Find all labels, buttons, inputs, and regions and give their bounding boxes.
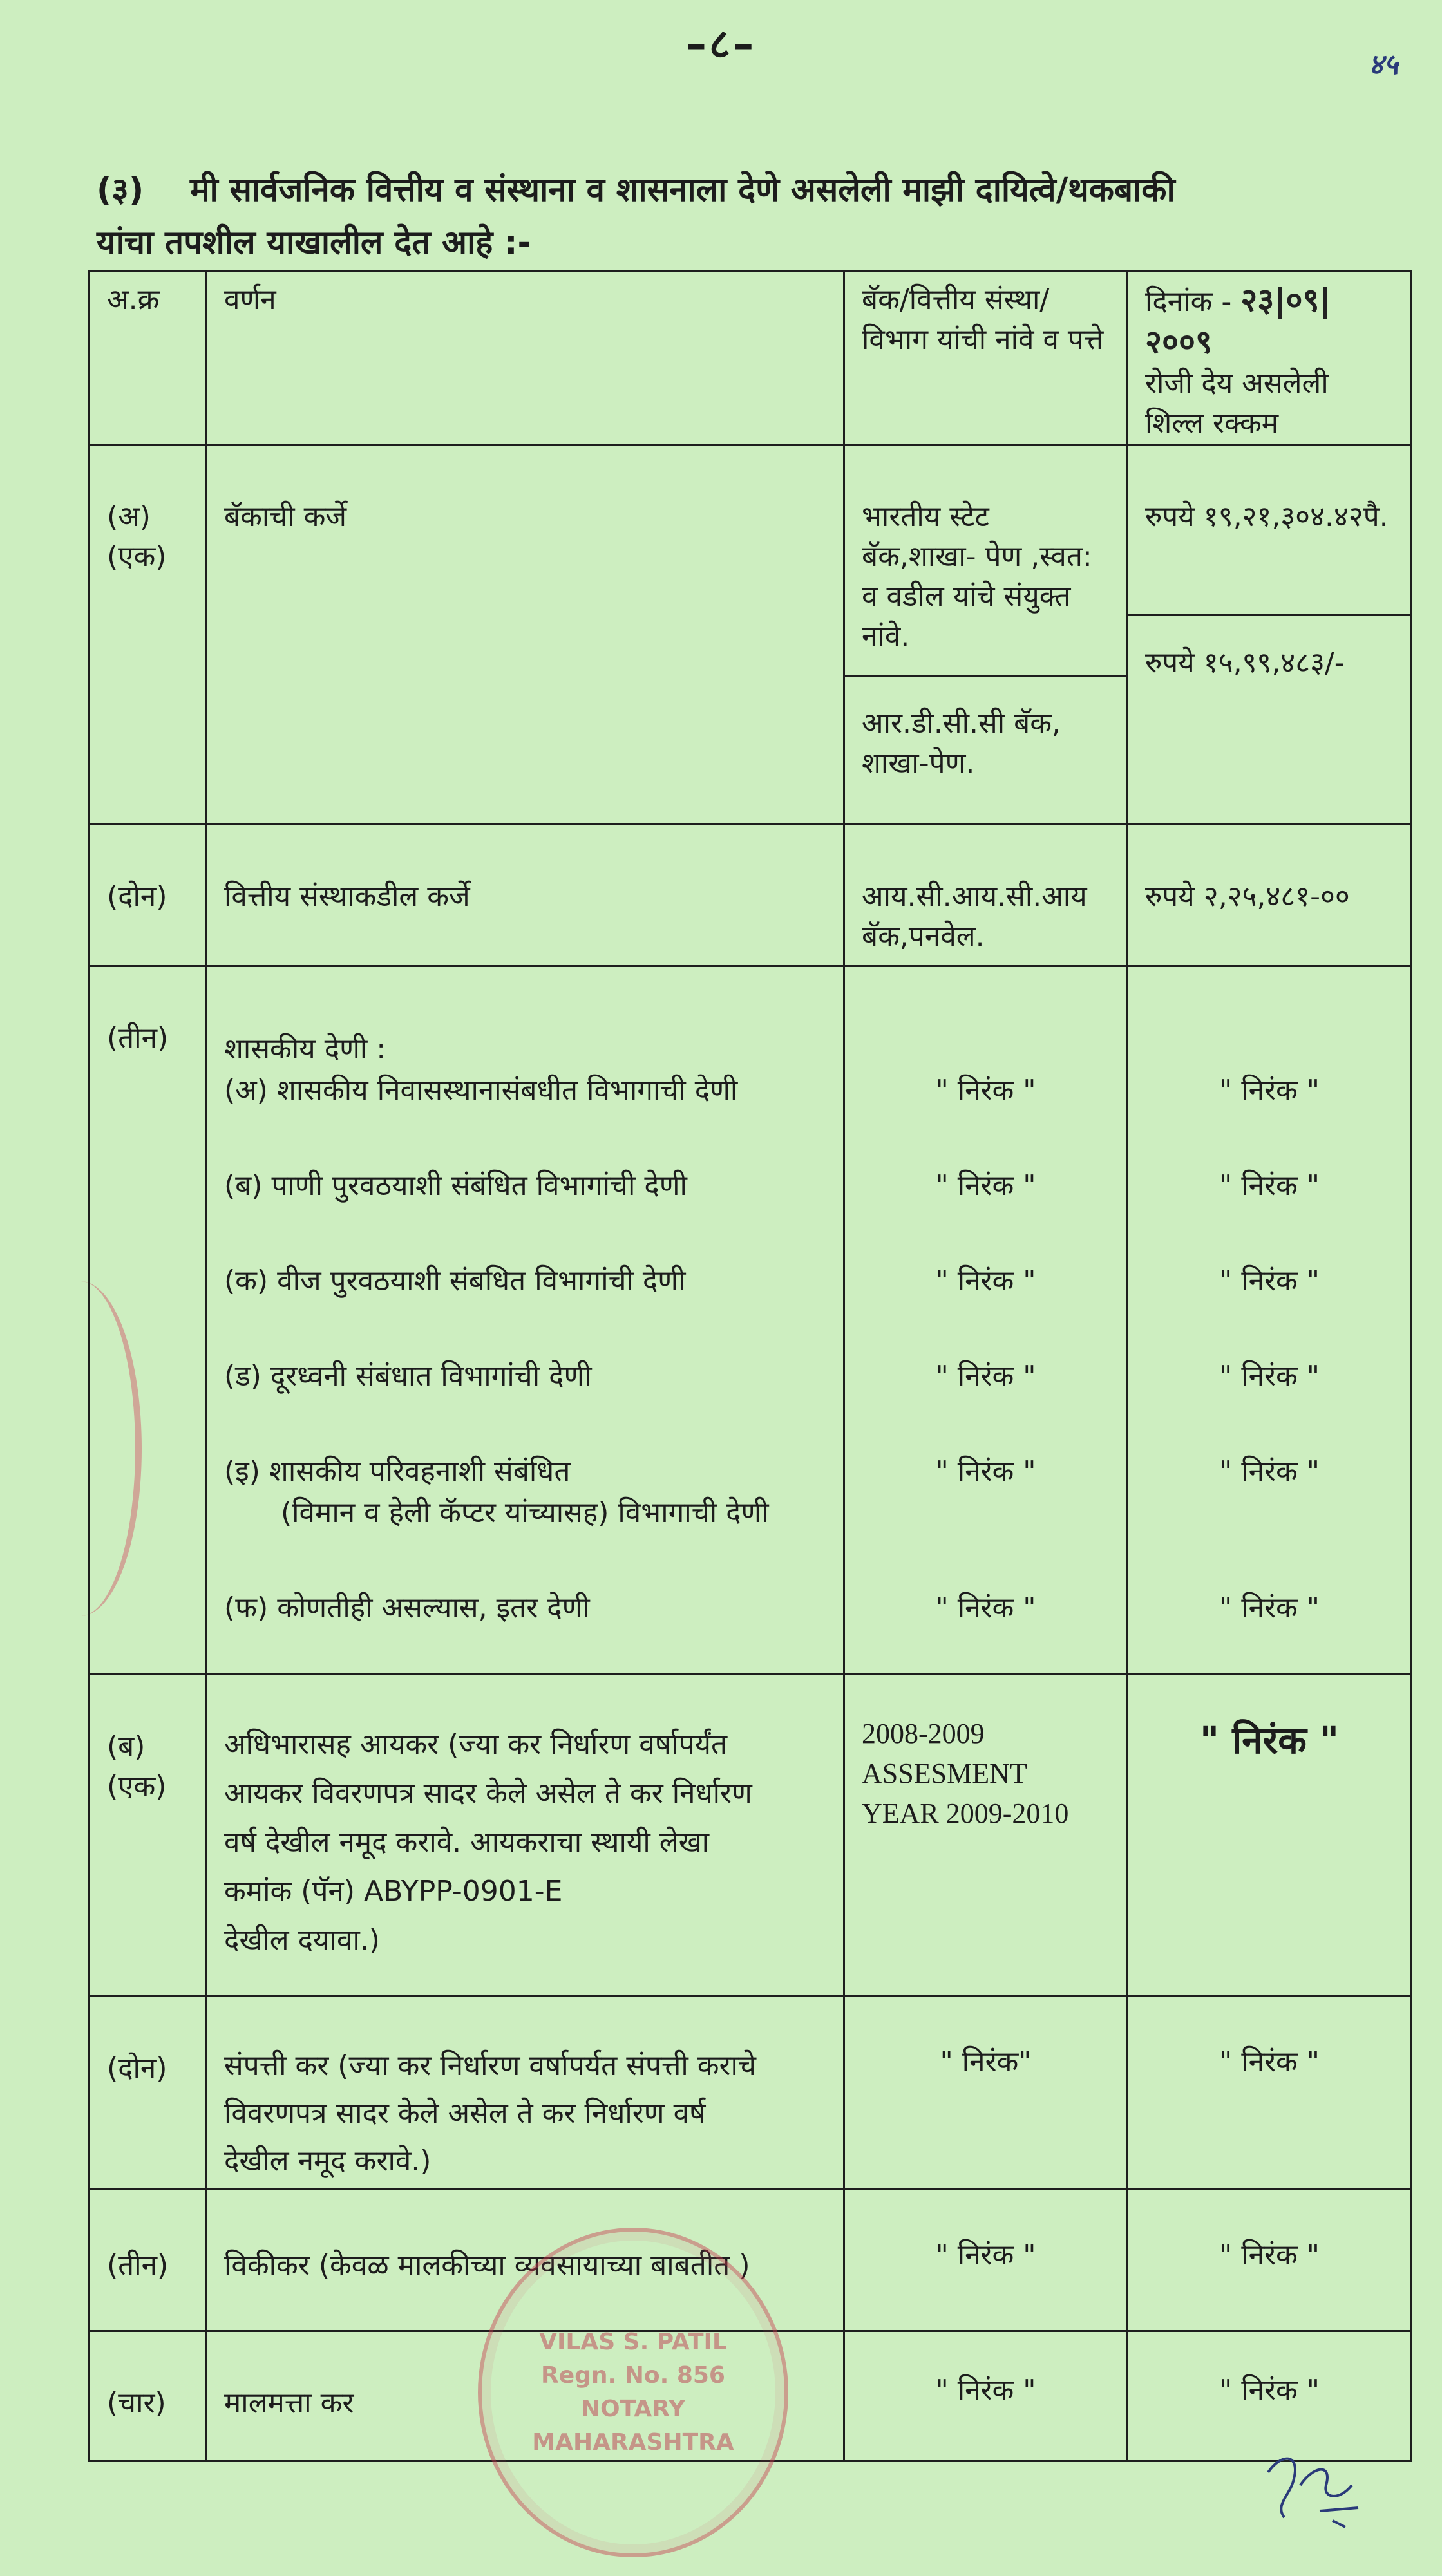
stamp-text: MAHARASHTRA	[532, 2429, 734, 2456]
table-row	[90, 1675, 1412, 1997]
bank-entry-2: आर.डी.सी.सी बॅक, शाखा-पेण.	[862, 707, 1061, 780]
row-bank	[844, 966, 1128, 1675]
row-amount	[1128, 445, 1412, 825]
nil-entry: " निरंक "	[935, 1455, 1036, 1488]
gov-dues-item: (अ) शासकीय निवासस्थानासंबधीत विभागाची देणी	[224, 1074, 738, 1107]
assessment-line: YEAR 2009-2010	[862, 1798, 1069, 1829]
row-amount	[1128, 1675, 1412, 1997]
row-bank	[844, 1675, 1128, 1997]
table-row	[90, 966, 1412, 1675]
nil-entry: " निरंक "	[1219, 1360, 1320, 1393]
row-sr: (चार)	[90, 2331, 207, 2461]
desc-line: संपत्ती कर (ज्या कर निर्धारण वर्षापर्यत संपत्ती कराचे	[224, 2049, 756, 2082]
row-amount	[1128, 2190, 1412, 2331]
nil-entry: " निरंक "	[1219, 1455, 1320, 1488]
desc-line: विवरणपत्र सादर केले असेल ते कर निर्धारण वर्ष	[224, 2097, 706, 2130]
nil-entry-handwritten: " निरंक "	[1199, 1718, 1340, 1762]
nil-entry: " निरंक "	[935, 1074, 1036, 1107]
header-date-prefix: दिनांक -	[1145, 285, 1232, 318]
nil-entry: " निरंक "	[935, 1264, 1036, 1297]
nil-entry: " निरंक "	[1219, 1169, 1320, 1202]
row-description: विकीकर (केवळ मालकीच्या व्यवसायाच्या बाबतीत )	[207, 2190, 844, 2331]
nil-entry: " निरंक "	[935, 1360, 1036, 1393]
header-description: वर्णन	[207, 272, 844, 445]
row-bank	[844, 2190, 1128, 2331]
desc-line: अधिभारासह आयकर (ज्या कर निर्धारण वर्षापर्यंत	[224, 1728, 728, 1761]
row-bank	[844, 1997, 1128, 2190]
row-bank	[844, 2331, 1128, 2461]
row-bank	[844, 445, 1128, 825]
stamp-text: Regn. No. 856	[541, 2362, 725, 2389]
inner-divider	[845, 675, 1126, 677]
nil-entry: " निरंक "	[1219, 2045, 1320, 2078]
inner-divider	[1128, 614, 1410, 616]
row-amount	[1128, 966, 1412, 1675]
gov-dues-item: (इ) शासकीय परिवहनाशी संबंधित	[224, 1455, 571, 1488]
table-row	[90, 1997, 1412, 2190]
row-description	[207, 966, 844, 1675]
assessment-line: ASSESMENT	[862, 1758, 1027, 1789]
desc-line: देखील नमूद करावे.)	[224, 2145, 432, 2177]
row-description: बॅकाची कर्जे	[207, 445, 844, 825]
desc-line: देखील दयावा.)	[224, 1924, 380, 1957]
row-description: वित्तीय संस्थाकडील कर्जे	[207, 825, 844, 966]
stamp-text: VILAS S. PATIL	[539, 2329, 727, 2355]
nil-entry: " निरंक "	[1219, 2239, 1320, 2271]
row-sr: (ब) (एक)	[90, 1675, 207, 1997]
section-number: (३)	[97, 171, 144, 209]
amount-entry-1: रुपये १९,२१,३०४.४२पै.	[1145, 500, 1389, 533]
header-sr: अ.क्र	[90, 272, 207, 445]
row-bank: आय.सी.आय.सी.आय बॅक,पनवेल.	[844, 825, 1128, 966]
header-bank: बॅक/वित्तीय संस्था/ विभाग यांची नांवे व पत्ते	[844, 272, 1128, 445]
amount-entry-2: रुपये १५,९९,४८३/-	[1145, 646, 1345, 679]
desc-line: आयकर विवरणपत्र सादर केले असेल ते कर निर्धारण	[224, 1777, 752, 1810]
desc-line-pan: कमांक (पॅन) ABYPP-0901-E	[224, 1875, 563, 1908]
stamp-text: NOTARY	[580, 2396, 686, 2422]
row-sr: (अ) (एक)	[90, 445, 207, 825]
heading-line-1: मी सार्वजनिक वित्तीय व संस्थाना व शासनाला देणे असलेली माझी दायित्वे/थकबाकी	[190, 171, 1175, 209]
liabilities-table	[88, 270, 1412, 2462]
heading-line-2: यांचा तपशील याखालील देत आहे :-	[97, 224, 531, 262]
nil-entry: " निरंक "	[935, 2239, 1036, 2271]
header-date-handwritten: २३|०९|२००९	[1145, 281, 1331, 361]
desc-line: वर्ष देखील नमूद करावे. आयकराचा स्थायी लेखा	[224, 1826, 710, 1859]
nil-entry: " निरंक"	[940, 2045, 1032, 2078]
page-number: –८–	[685, 21, 757, 68]
nil-entry: " निरंक "	[1219, 2374, 1320, 2407]
gov-dues-item-cont: (विमान व हेली कॅप्टर यांच्यासह) विभागाची देणी	[281, 1496, 769, 1529]
nil-entry: " निरंक "	[1219, 1264, 1320, 1297]
row-amount: रुपये २,२५,४८१-००	[1128, 825, 1412, 966]
row-description: मालमत्ता कर	[207, 2331, 844, 2461]
gov-dues-item: (फ) कोणतीही असल्यास, इतर देणी	[224, 1592, 590, 1624]
row-description	[207, 1675, 844, 1997]
nil-entry: " निरंक "	[935, 1592, 1036, 1624]
notary-stamp	[478, 2228, 788, 2557]
gov-dues-item: (ड) दूरध्वनी संबंधात विभागांची देणी	[224, 1360, 592, 1393]
row-sr: (तीन)	[90, 2190, 207, 2331]
row-sr: (तीन)	[90, 966, 207, 1675]
row-description	[207, 1997, 844, 2190]
gov-dues-title: शासकीय देणी :	[224, 1033, 386, 1066]
row-amount	[1128, 2331, 1412, 2461]
gov-dues-item: (क) वीज पुरवठयाशी संबधित विभागांची देणी	[224, 1264, 686, 1297]
table-row	[90, 445, 1412, 825]
nil-entry: " निरंक "	[935, 1169, 1036, 1202]
signature-mark	[1255, 2447, 1371, 2530]
section-heading	[97, 164, 1320, 270]
gov-dues-item: (ब) पाणी पुरवठयाशी संबंधित विभागांची देणी	[224, 1169, 687, 1202]
row-sr: (दोन)	[90, 825, 207, 966]
bank-entry-1: भारतीय स्टेट बॅक,शाखा- पेण ,स्वत: व वडील यांचे संयुक्त नांवे.	[862, 500, 1092, 653]
row-amount	[1128, 1997, 1412, 2190]
nil-entry: " निरंक "	[935, 2374, 1036, 2407]
row-sr: (दोन)	[90, 1997, 207, 2190]
table-row	[90, 825, 1412, 966]
header-amount	[1128, 272, 1412, 445]
nil-entry: " निरंक "	[1219, 1074, 1320, 1107]
assessment-line: 2008-2009	[862, 1718, 985, 1749]
corner-page-mark: ४५	[1369, 48, 1398, 81]
nil-entry: " निरंक "	[1219, 1592, 1320, 1624]
table-header-row	[90, 272, 1412, 445]
header-amount-suffix: रोजी देय असलेली शिल्ल रक्कम	[1145, 367, 1329, 440]
